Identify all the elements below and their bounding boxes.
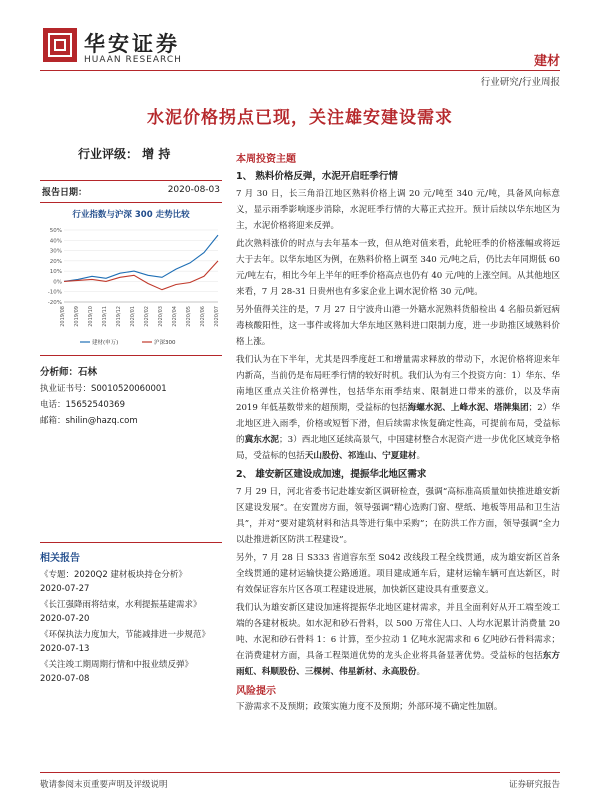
x-tick-label: 2019/11 bbox=[102, 306, 108, 327]
related-divider bbox=[40, 542, 222, 543]
footer-disclaimer: 敬请参阅末页重要声明及评级说明 bbox=[40, 780, 168, 790]
related-reports-title: 相关报告 bbox=[40, 553, 80, 564]
beneficiary-stocks: 海螺水泥、上峰水泥、塔牌集团 bbox=[407, 403, 529, 413]
series-line bbox=[64, 261, 218, 290]
x-tick-label: 2020/03 bbox=[158, 306, 164, 327]
y-tick-label: 50% bbox=[49, 228, 62, 234]
related-report-title[interactable]: 《环保执法力度加大，节能减排进一步规范》 bbox=[40, 630, 211, 640]
header-divider bbox=[40, 70, 560, 71]
x-tick-label: 2020/04 bbox=[172, 306, 178, 327]
paragraph bbox=[236, 352, 560, 464]
related-report-date: 2020-07-27 bbox=[40, 584, 90, 594]
analyst-phone: 电话：15652540369 bbox=[40, 400, 125, 410]
x-tick-label: 2020/07 bbox=[214, 306, 220, 327]
legend-label: 沪深300 bbox=[154, 340, 176, 346]
chart-svg bbox=[40, 224, 222, 349]
text-span: 我们认为在下半年，尤其是四季度赶工和增量需求释放的带动下，水泥价格将迎来年内新高，当前仍是布局旺季行情的较好时机。我们认为有三个投资方向：1）华东、华南地区重点关注价格弹性，包括华东雨季结束、限制进口带来的涨价，以及华南 2019 年低基数带来的超预期，受益标的包括 bbox=[236, 355, 560, 413]
beneficiary-stocks: 天山股份、祁连山、宁夏建材 bbox=[304, 451, 417, 461]
related-report-date: 2020-07-20 bbox=[40, 614, 90, 624]
chart-divider bbox=[40, 355, 222, 356]
beneficiary-stocks: 冀东水泥 bbox=[244, 435, 280, 445]
legend-label: 建材(申万) bbox=[92, 340, 119, 346]
text-span: ；2）华北地区进入雨季，价格或短暂下滑，但后续需求恢复确定性高，可提前布局，受益标的 bbox=[236, 403, 560, 445]
y-tick-label: 0% bbox=[53, 279, 62, 286]
paragraph bbox=[236, 600, 560, 680]
logo-chinese-name: 华安证券 bbox=[84, 32, 180, 56]
paragraph: 7 月 30 日，长三角沿江地区熟料价格上调 20 元/吨至 340 元/吨，具备风向标意义，显示雨季影响逐步消除，水泥旺季行情的大幕正式拉开。预计后续以华东地区为主，水泥价格将迎来反弹。 bbox=[236, 189, 560, 231]
beneficiary-stocks: 东方雨虹、科顺股份、三棵树、伟星新材、永高股份 bbox=[236, 651, 560, 677]
related-reports-list bbox=[40, 568, 222, 684]
x-tick-label: 2019/12 bbox=[116, 306, 122, 327]
sector-label: 建材 bbox=[533, 54, 560, 69]
report-type: 行业研究/行业周报 bbox=[480, 77, 560, 88]
x-tick-label: 2020/06 bbox=[200, 306, 206, 327]
footer-divider bbox=[40, 772, 560, 773]
analyst-email[interactable]: 邮箱：shilin@hazq.com bbox=[40, 416, 138, 426]
paragraph: 此次熟料涨价的时点与去年基本一致，但从绝对值来看，此轮旺季的价格涨幅或将远大于去年。以华东地区为例，在熟料价格上调至 340 元/吨之后，仍比去年同期低 60 元/吨左右，相比今年上半年的旺季价格高点也仍有 40 元/吨的上涨空间。从其他地区来看，7 月 28-31 日贵州也有多家企业上调水泥价格 30 元/吨。 bbox=[236, 239, 560, 297]
x-tick-label: 2020/02 bbox=[144, 306, 150, 327]
left-sidebar bbox=[40, 145, 222, 688]
logo-english-name: HUAAN RESEARCH bbox=[84, 55, 182, 65]
analyst-info bbox=[40, 364, 222, 426]
x-tick-label: 2019/10 bbox=[88, 306, 94, 327]
x-tick-label: 2020/01 bbox=[130, 306, 136, 327]
report-date-row bbox=[40, 181, 222, 202]
y-tick-label: -10% bbox=[47, 289, 62, 296]
subsection-title: 2、 雄安新区建设成加速，提振华北地区需求 bbox=[236, 469, 427, 480]
y-tick-label: 20% bbox=[49, 258, 62, 265]
report-date-label: 报告日期： bbox=[42, 188, 88, 198]
related-report-title[interactable]: 《专题：2020Q2 建材板块持仓分析》 bbox=[40, 570, 187, 580]
paragraph: 7 月 29 日，河北省委书记赴雄安新区调研检查，强调“高标准高质量如快推进雄安新区建设发展”。在安置房方面，领导强调“精心选购门窗、壁纸、地板等用品和卫生洁具”，并对“要对建筑材料和洁具等进行集中采购”；在防洪工作方面，领导强调“全力以赴推进新区防洪工程建设”。 bbox=[236, 487, 560, 545]
related-report-date: 2020-07-08 bbox=[40, 674, 90, 684]
series-line bbox=[64, 235, 218, 281]
footer-label: 证券研究报告 bbox=[508, 780, 560, 790]
x-tick-label: 2019/08 bbox=[60, 306, 66, 327]
x-tick-label: 2019/09 bbox=[74, 306, 80, 327]
text-span: 。 bbox=[416, 667, 426, 677]
report-title: 水泥价格拐点已现，关注雄安建设需求 bbox=[147, 108, 453, 128]
related-report-title[interactable]: 《长江强降雨将结束，水利提振基建需求》 bbox=[40, 600, 202, 610]
y-tick-label: -20% bbox=[47, 300, 62, 306]
main-content bbox=[236, 150, 560, 717]
analyst-license: 执业证书号：S0010520060001 bbox=[40, 384, 167, 394]
industry-rating: 行业评级： 增 持 bbox=[78, 147, 171, 161]
paragraph: 另外值得关注的是，7 月 27 日宁波舟山港一外籍水泥熟料货船检出 4 名船员新冠病毒核酸阳性，这一事件或将加大华东地区熟料进口限制力度，进一步助推区域熟料价格上涨。 bbox=[236, 305, 560, 347]
paragraph: 另外，7 月 28 日 S333 省道容东至 S042 改线段工程全线贯通，成为雄安新区首条全线贯通的建材运输快捷公路通道。项目建成通车后，建材运输车辆可直达新区，时有效保证容东片区各项工程建设进展，加快新区建设具有重要意义。 bbox=[236, 553, 560, 595]
related-report-title[interactable]: 《关注竣工期周期行情和中报业绩反弹》 bbox=[40, 660, 194, 670]
report-date-value: 2020-08-03 bbox=[167, 185, 220, 195]
text-span: 。 bbox=[416, 451, 426, 461]
related-report-date: 2020-07-13 bbox=[40, 644, 90, 654]
company-logo-icon bbox=[43, 28, 77, 62]
analyst-name: 分析师：石林 bbox=[40, 367, 98, 378]
report-header bbox=[0, 0, 600, 90]
x-tick-label: 2020/05 bbox=[186, 306, 192, 327]
text-span: 我们认为雄安新区建设加速将提振华北地区建材需求，并且全面利好从开工端至竣工端的各建材板块。如水泥和砂石骨料，以 500 万常住人口、人均水泥累计消费量 20 吨、水泥和砂石骨料 1：6 计算，至少拉动 1 亿吨水泥需求和 6 亿吨砂石骨料需求；在消费建材方面，具备工程渠道优势的龙头企业将具备显著优势。受益标的包括 bbox=[236, 603, 560, 661]
risk-text: 下游需求不及预期；政策实施力度不及预期；外部环境不确定性加剧。 bbox=[236, 702, 503, 712]
risk-title: 风险提示 bbox=[236, 686, 276, 697]
chart-title: 行业指数与沪深 300 走势比较 bbox=[72, 210, 190, 220]
section-title: 本周投资主题 bbox=[236, 154, 296, 165]
y-tick-label: 30% bbox=[49, 248, 62, 255]
y-tick-label: 40% bbox=[49, 238, 62, 245]
subsection-title: 1、 熟料价格反弹，水泥开启旺季行情 bbox=[236, 171, 398, 182]
text-span: ；3）西北地区延续高景气，中国建材整合水泥资产进一步优化区域竞争格局，受益标的包括 bbox=[236, 435, 560, 461]
y-tick-label: 10% bbox=[49, 269, 62, 276]
index-comparison-chart bbox=[40, 224, 222, 349]
